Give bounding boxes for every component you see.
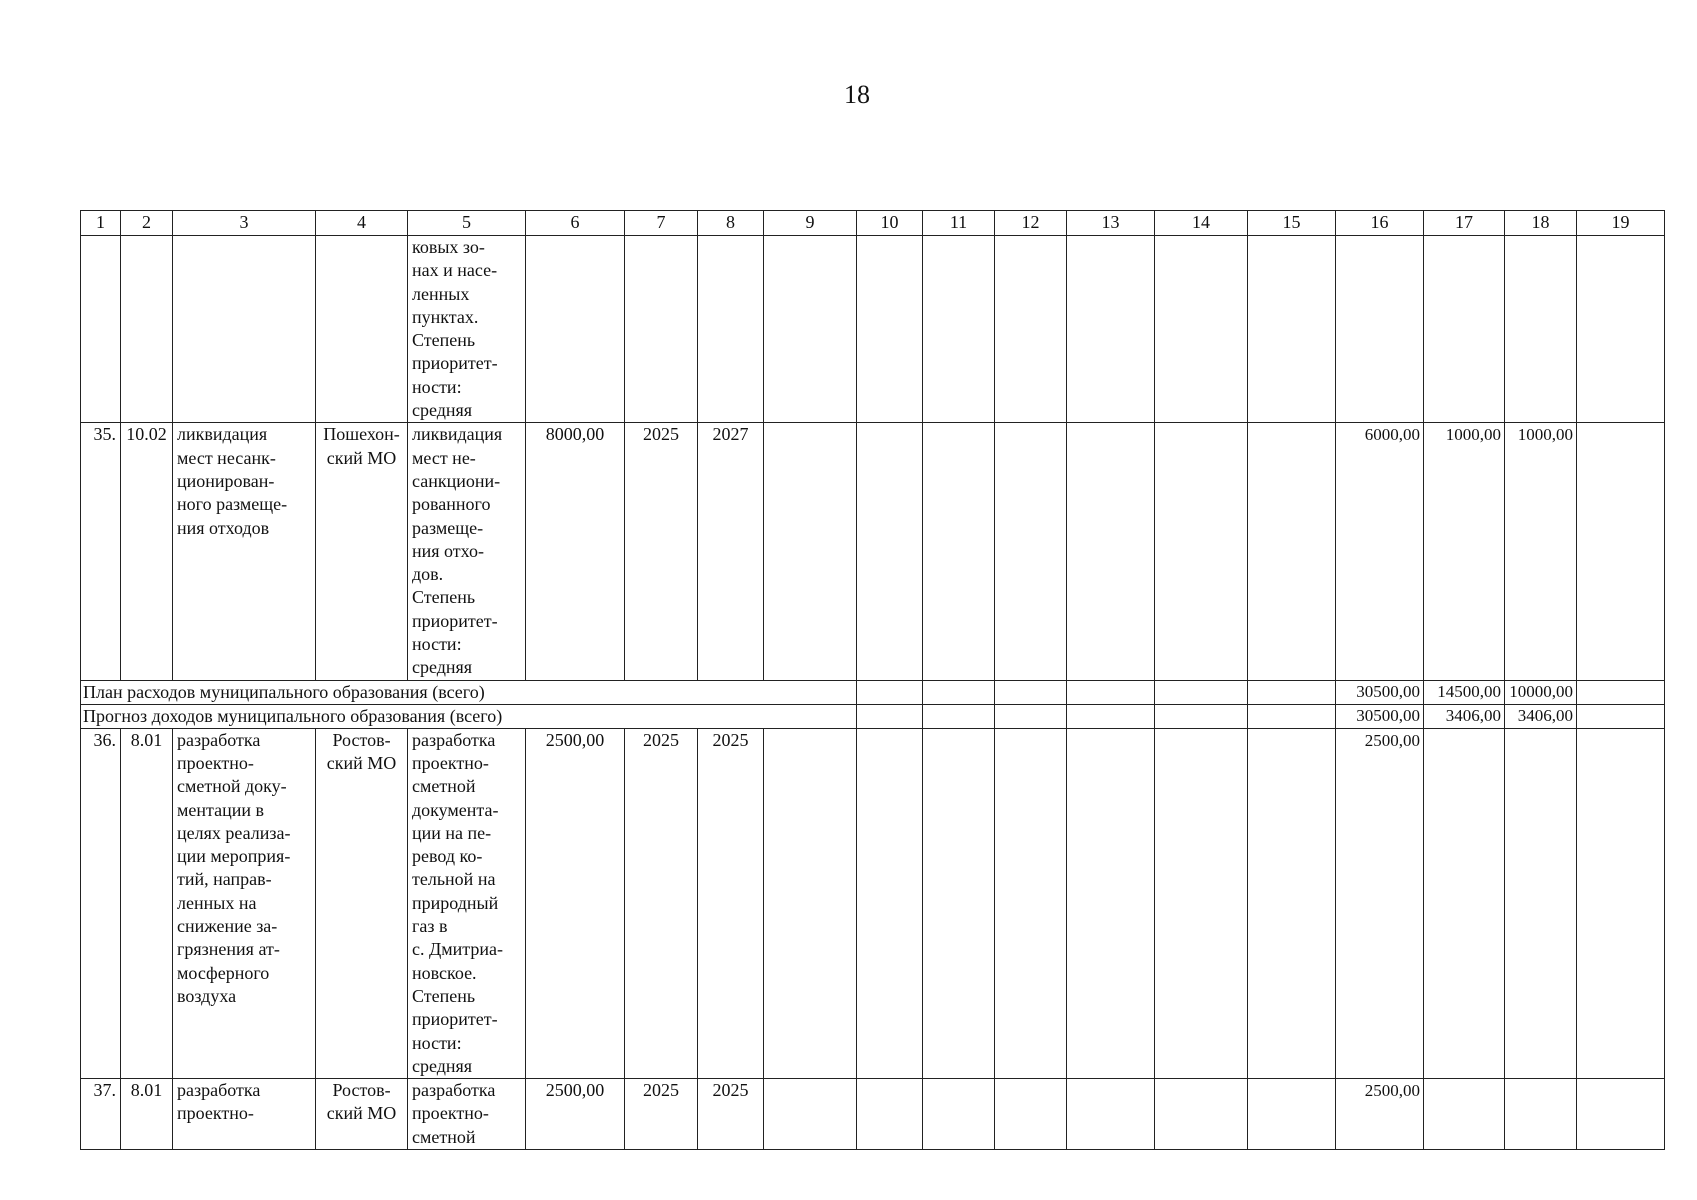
cell-line: ленных на xyxy=(177,892,257,913)
cell-line: ментации в xyxy=(177,799,264,820)
table-cell: 35. xyxy=(81,423,121,680)
cell-line: рованного xyxy=(412,494,491,515)
table-cell xyxy=(81,236,121,423)
cell-line: ности: xyxy=(412,376,462,397)
table-cell: 3406,00 xyxy=(1424,704,1505,728)
table-cell xyxy=(316,728,408,1078)
table-cell: 2025 xyxy=(625,1079,698,1150)
table-cell xyxy=(1155,236,1248,423)
column-header: 18 xyxy=(1505,211,1577,236)
table-cell xyxy=(1067,423,1155,680)
cell-line: проектно- xyxy=(412,752,489,773)
table-cell xyxy=(316,1079,408,1150)
table-cell xyxy=(1577,1079,1665,1150)
table-cell xyxy=(923,236,995,423)
cell-line: ревод ко- xyxy=(412,846,483,867)
cell-line: тельной на xyxy=(412,869,496,890)
table-cell xyxy=(857,1079,923,1150)
table-cell xyxy=(1155,423,1248,680)
table-cell xyxy=(173,236,316,423)
table-cell xyxy=(408,728,526,1078)
cell-line: разработка xyxy=(412,729,496,750)
column-header: 6 xyxy=(526,211,625,236)
table-cell xyxy=(408,423,526,680)
data-table xyxy=(80,210,1665,1150)
cell-line: средняя xyxy=(412,400,473,421)
cell-line: приоритет- xyxy=(412,610,498,631)
cell-line: мест несанк- xyxy=(177,447,276,468)
cell-line: ности: xyxy=(412,1032,462,1053)
table-cell xyxy=(1577,680,1665,704)
column-header: 2 xyxy=(121,211,173,236)
cell-line: нах и насе- xyxy=(412,260,498,281)
cell-line: с. Дмитриа- xyxy=(412,939,503,960)
column-header: 1 xyxy=(81,211,121,236)
column-header: 16 xyxy=(1336,211,1424,236)
column-header: 9 xyxy=(764,211,857,236)
table-cell xyxy=(995,728,1067,1078)
table-cell: 1000,00 xyxy=(1505,423,1577,680)
table-cell xyxy=(995,680,1067,704)
cell-line: приоритет- xyxy=(412,353,498,374)
column-header: 12 xyxy=(995,211,1067,236)
table-cell xyxy=(995,1079,1067,1150)
table-cell xyxy=(764,728,857,1078)
cell-line: Степень xyxy=(412,985,476,1006)
cell-line: ции на пе- xyxy=(412,822,492,843)
table-cell xyxy=(408,1079,526,1150)
table-cell xyxy=(1577,704,1665,728)
column-header: 17 xyxy=(1424,211,1505,236)
table-cell: 2500,00 xyxy=(526,1079,625,1150)
cell-line: ский МО xyxy=(326,1103,397,1124)
table-cell xyxy=(1424,236,1505,423)
cell-line: ного размеще- xyxy=(177,494,288,515)
cell-line: сметной доку- xyxy=(177,776,287,797)
cell-line: воздуха xyxy=(177,985,237,1006)
table-cell: 2025 xyxy=(698,728,764,1078)
cell-line: грязнения ат- xyxy=(177,939,280,960)
table-cell: 8.01 xyxy=(121,1079,173,1150)
table-cell: 30500,00 xyxy=(1336,680,1424,704)
table-cell xyxy=(526,236,625,423)
summary-row xyxy=(81,704,1665,728)
table-cell xyxy=(1248,423,1336,680)
cell-line: ский МО xyxy=(326,447,397,468)
table-cell xyxy=(857,236,923,423)
table-cell: 1000,00 xyxy=(1424,423,1505,680)
cell-line: разработка xyxy=(177,729,261,750)
column-header: 14 xyxy=(1155,211,1248,236)
table-cell xyxy=(923,423,995,680)
table-cell xyxy=(764,1079,857,1150)
cell-line: ционирован- xyxy=(177,470,275,491)
cell-line: ский МО xyxy=(326,752,397,773)
table-cell: 8000,00 xyxy=(526,423,625,680)
table-cell: 2025 xyxy=(625,423,698,680)
table-cell xyxy=(316,236,408,423)
cell-line: разработка xyxy=(177,1080,261,1101)
table-cell: 6000,00 xyxy=(1336,423,1424,680)
table-cell xyxy=(923,704,995,728)
cell-line: новское. xyxy=(412,962,477,983)
table-cell xyxy=(995,236,1067,423)
table-cell xyxy=(857,728,923,1078)
table-cell: 10000,00 xyxy=(1505,680,1577,704)
cell-line: ности: xyxy=(412,634,462,655)
cell-line: средняя xyxy=(412,1055,473,1076)
cell-line: Пошехон- xyxy=(323,424,400,445)
page-number: 18 xyxy=(844,80,870,109)
table-cell xyxy=(764,423,857,680)
table-row xyxy=(81,1079,1665,1150)
column-header: 10 xyxy=(857,211,923,236)
table-cell xyxy=(1248,1079,1336,1150)
table-cell xyxy=(857,680,923,704)
table-cell xyxy=(1424,728,1505,1078)
table-cell xyxy=(1248,680,1336,704)
table-cell xyxy=(1505,236,1577,423)
table-cell xyxy=(1067,704,1155,728)
column-header: 7 xyxy=(625,211,698,236)
cell-line: тий, направ- xyxy=(177,869,272,890)
cell-line: Ростов- xyxy=(332,729,391,750)
cell-line: дов. xyxy=(412,564,444,585)
cell-line: мест не- xyxy=(412,447,476,468)
cell-line: ния отходов xyxy=(177,517,270,538)
column-header: 5 xyxy=(408,211,526,236)
table-cell xyxy=(173,423,316,680)
table-cell xyxy=(1155,1079,1248,1150)
cell-line: документа- xyxy=(412,799,499,820)
table-cell xyxy=(923,680,995,704)
cell-line: санкциони- xyxy=(412,470,501,491)
table-cell xyxy=(1067,1079,1155,1150)
column-header: 3 xyxy=(173,211,316,236)
cell-line: приоритет- xyxy=(412,1009,498,1030)
cell-line: Степень xyxy=(412,587,476,608)
table-cell xyxy=(1155,680,1248,704)
table-cell xyxy=(1067,236,1155,423)
cell-line: целях реализа- xyxy=(177,822,291,843)
cell-line: мосферного xyxy=(177,962,270,983)
table-cell xyxy=(1155,704,1248,728)
table-cell xyxy=(1505,728,1577,1078)
table-cell xyxy=(995,704,1067,728)
table-cell xyxy=(1577,728,1665,1078)
cell-line: проектно- xyxy=(177,752,254,773)
cell-line: сметной xyxy=(412,776,476,797)
table-cell xyxy=(121,236,173,423)
cell-line: размеще- xyxy=(412,517,484,538)
table-cell xyxy=(173,728,316,1078)
summary-row xyxy=(81,680,1665,704)
table-cell: 2500,00 xyxy=(526,728,625,1078)
table-cell: 10.02 xyxy=(121,423,173,680)
cell-line: Степень xyxy=(412,330,476,351)
table-cell: 14500,00 xyxy=(1424,680,1505,704)
cell-line: ленных xyxy=(412,283,470,304)
table-cell: 8.01 xyxy=(121,728,173,1078)
table-cell: 37. xyxy=(81,1079,121,1150)
table-cell xyxy=(1067,728,1155,1078)
table-cell xyxy=(625,236,698,423)
cell-line: ковых зо- xyxy=(412,237,485,257)
table-cell xyxy=(995,423,1067,680)
table-row xyxy=(81,423,1665,680)
table-cell: 36. xyxy=(81,728,121,1078)
cell-line: пунктах. xyxy=(412,306,479,327)
table-cell xyxy=(1248,728,1336,1078)
summary-label: План расходов муниципального образования (всего) xyxy=(81,680,857,704)
column-header: 13 xyxy=(1067,211,1155,236)
table-cell xyxy=(1248,236,1336,423)
table-cell xyxy=(1577,236,1665,423)
table-cell xyxy=(923,728,995,1078)
table-cell: 2027 xyxy=(698,423,764,680)
column-header: 11 xyxy=(923,211,995,236)
table-cell xyxy=(1155,728,1248,1078)
cell-line: ликвидация xyxy=(412,424,503,445)
table-cell xyxy=(408,236,526,423)
cell-line: разработка xyxy=(412,1080,496,1101)
table-cell xyxy=(764,236,857,423)
table-cell: 30500,00 xyxy=(1336,704,1424,728)
table-row xyxy=(81,728,1665,1078)
table-cell xyxy=(173,1079,316,1150)
cell-line: средняя xyxy=(412,657,473,678)
table-cell xyxy=(316,423,408,680)
cell-line: сметной xyxy=(412,1126,476,1147)
table-cell xyxy=(1577,423,1665,680)
cell-line: природный xyxy=(412,892,499,913)
column-header: 19 xyxy=(1577,211,1665,236)
table-cell: 2025 xyxy=(698,1079,764,1150)
cell-line: проектно- xyxy=(412,1103,489,1124)
table-cell: 3406,00 xyxy=(1505,704,1577,728)
cell-line: снижение за- xyxy=(177,916,278,937)
table-cell xyxy=(923,1079,995,1150)
table-cell xyxy=(1505,1079,1577,1150)
column-header: 8 xyxy=(698,211,764,236)
cell-line: Ростов- xyxy=(332,1080,391,1101)
table-cell: 2500,00 xyxy=(1336,728,1424,1078)
table-cell xyxy=(1248,704,1336,728)
header-row xyxy=(81,211,1665,236)
table-cell xyxy=(1067,680,1155,704)
cell-line: ликвидация xyxy=(177,424,268,445)
table-cell xyxy=(857,704,923,728)
table-cell xyxy=(1424,1079,1505,1150)
column-header: 4 xyxy=(316,211,408,236)
summary-label: Прогноз доходов муниципального образования (всего) xyxy=(81,704,857,728)
table-cell xyxy=(857,423,923,680)
table-cell xyxy=(698,236,764,423)
cell-line: газ в xyxy=(412,916,448,937)
cell-line: ции мероприя- xyxy=(177,846,291,867)
table-cell: 2500,00 xyxy=(1336,1079,1424,1150)
cell-line: проектно- xyxy=(177,1103,254,1124)
table-cell: 2025 xyxy=(625,728,698,1078)
continuation-row xyxy=(81,236,1665,423)
column-header: 15 xyxy=(1248,211,1336,236)
cell-line: ния отхо- xyxy=(412,540,484,561)
table-cell xyxy=(1336,236,1424,423)
